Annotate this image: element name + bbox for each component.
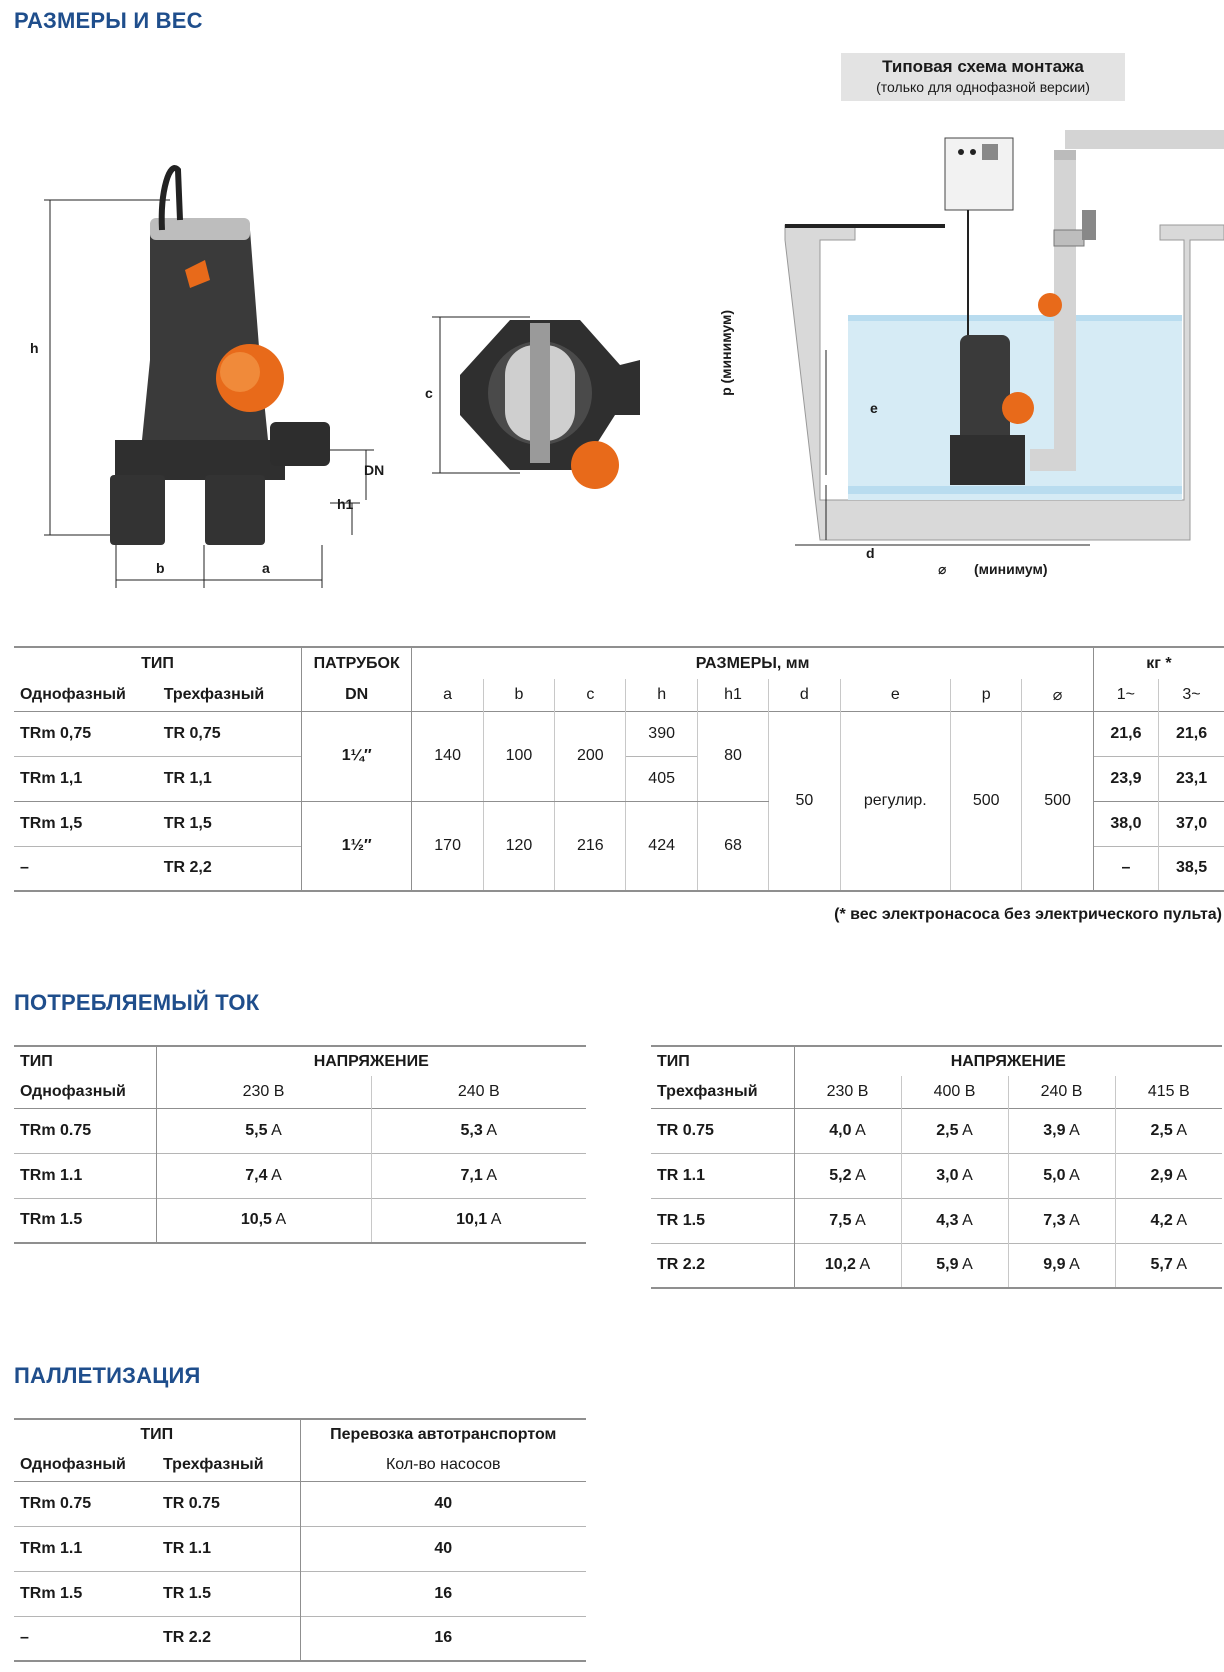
cell-name: TR 1.5 [657,1211,706,1229]
th-qty: Кол-во насосов [300,1449,586,1481]
label-dn: DN [364,462,385,478]
cell-unit: A [962,1211,973,1229]
cell-value: 5,3 [460,1121,483,1139]
table-row [14,1153,586,1198]
cell-single: TRm 1.1 [20,1539,83,1557]
cell-square: 500 [1022,711,1093,891]
cell-qty: 40 [300,1526,586,1571]
cell-value: 5,0 [1043,1166,1066,1184]
cell-unit: A [859,1256,871,1274]
th-voltage: НАПРЯЖЕНИЕ [156,1046,586,1076]
th-voltage: НАПРЯЖЕНИЕ [794,1046,1222,1076]
th-col-a: a [412,679,483,711]
th-v415: 415 В [1115,1076,1222,1108]
cell-value: 2,5 [1150,1121,1173,1139]
label-p-min: p (минимум) [718,310,734,396]
cell-value: 7,4 [245,1166,268,1184]
cell-value: 4,3 [936,1211,959,1229]
th-single: Однофазный [20,1082,126,1100]
cell-unit: A [962,1121,973,1139]
cell-three: TR 1,1 [163,769,212,787]
table-row [14,1616,586,1661]
cell-value: 4,0 [829,1121,852,1139]
cell-unit: A [962,1256,973,1274]
cell-e: регулир. [840,711,951,891]
cell-b: 120 [483,801,554,891]
cell-kg3: 37,0 [1159,801,1224,846]
cell-kg1: 38,0 [1093,801,1158,846]
install-scheme-drawing [760,130,1224,600]
cell-name: TRm 1.5 [20,1211,83,1229]
cell-value: 7,1 [460,1166,483,1184]
cell-unit: A [486,1121,497,1139]
th-type: ТИП [20,1052,53,1070]
table-row [14,1481,586,1526]
th-three: Трехфазный [163,1455,264,1473]
cell-d: 50 [769,711,840,891]
label-c: c [425,385,433,401]
th-type: ТИП [140,1425,174,1443]
cell-unit: A [1069,1211,1080,1229]
cell-h: 424 [626,801,697,891]
cell-c: 216 [555,801,626,891]
table-row [651,1198,1222,1243]
current-three-table [651,1045,1222,1289]
cell-value: 5,5 [245,1121,268,1139]
cell-unit: A [1176,1166,1187,1184]
current-single-table [14,1045,586,1244]
cell-qty: 40 [300,1481,586,1526]
cell-unit: A [962,1166,973,1184]
cell-unit: A [271,1121,282,1139]
cell-single: TRm 1,5 [20,814,83,832]
th-three: Трехфазный [657,1082,758,1100]
th-v230: 230 В [794,1076,901,1108]
dimensions-table [14,646,1224,892]
th-v240: 240 В [1008,1076,1115,1108]
cell-kg1: – [1093,846,1158,891]
cell-kg1: 21,6 [1093,711,1158,756]
cell-kg3: 38,5 [1159,846,1224,891]
weight-footnote: (* вес электронасоса без электрического пульта) [834,906,1222,923]
install-scheme-subtitle: (только для однофазной версии) [876,79,1090,95]
th-single: Однофазный [20,1455,126,1473]
table-row [651,1108,1222,1153]
table-row [651,1153,1222,1198]
cell-value: 5,2 [829,1166,852,1184]
cell-h1: 80 [697,711,768,801]
cell-kg1: 23,9 [1093,756,1158,801]
cell-a: 170 [412,801,483,891]
th-transport: Перевозка автотранспортом [300,1419,586,1449]
pallet-section-title: ПАЛЛЕТИЗАЦИЯ [14,1363,201,1388]
table-row [14,1108,586,1153]
cell-c: 200 [555,711,626,801]
label-square: ⌀ [938,561,947,577]
th-kg: кг * [1093,647,1224,679]
th-dn: DN [301,679,412,711]
cell-unit: A [1069,1166,1080,1184]
th-col-e: e [840,679,951,711]
th-col-c: c [555,679,626,711]
label-d: d [866,545,875,561]
cell-name: TR 2.2 [657,1256,706,1274]
cell-value: 7,3 [1043,1211,1066,1229]
cell-three: TR 0.75 [163,1494,220,1512]
cell-single: TRm 0.75 [20,1494,92,1512]
cell-value: 9,9 [1043,1256,1066,1274]
cell-unit: A [1069,1121,1080,1139]
cell-unit: A [855,1211,866,1229]
cell-unit: A [1069,1256,1080,1274]
label-a: a [262,560,270,576]
cell-value: 4,2 [1150,1211,1173,1229]
cell-single: TRm 1.5 [20,1584,83,1602]
th-col-square: ⌀ [1022,679,1093,711]
label-h1: h1 [337,496,354,512]
cell-name: TR 1.1 [657,1166,706,1184]
cell-dn: 1¼″ [301,711,412,801]
th-v400: 400 В [901,1076,1008,1108]
th-single: Однофазный [20,685,126,703]
cell-unit: A [1176,1121,1187,1139]
cell-unit: A [1176,1256,1187,1274]
th-col-h: h [626,679,697,711]
install-scheme-title: Типовая схема монтажа [882,57,1084,76]
cell-name: TRm 1.1 [20,1166,83,1184]
cell-name: TR 0.75 [657,1121,714,1139]
cell-value: 5,9 [936,1256,959,1274]
cell-unit: A [855,1121,866,1139]
cell-qty: 16 [300,1571,586,1616]
pallet-table [14,1418,586,1662]
th-col-b: b [483,679,554,711]
th-col-h1: h1 [697,679,768,711]
cell-p: 500 [951,711,1022,891]
cell-h: 390 [626,711,697,756]
label-b: b [156,560,165,576]
cell-three: TR 1.5 [163,1584,212,1602]
cell-value: 2,5 [936,1121,959,1139]
cell-three: TR 1.1 [163,1539,212,1557]
table-row [14,711,1224,756]
label-min: (минимум) [974,561,1048,577]
cell-single: – [20,1629,29,1647]
table-row [651,1243,1222,1288]
cell-value: 10,1 [456,1211,488,1229]
cell-three: TR 1,5 [163,814,212,832]
cell-three: TR 2.2 [163,1629,212,1647]
cell-value: 3,9 [1043,1121,1066,1139]
cell-kg3: 21,6 [1159,711,1224,756]
cell-b: 100 [483,711,554,801]
table-row [14,1571,586,1616]
cell-unit: A [271,1166,282,1184]
pump-top-view-drawing [420,305,680,515]
cell-name: TRm 0.75 [20,1121,92,1139]
table-row [14,1526,586,1571]
th-dims: РАЗМЕРЫ, мм [412,647,1093,679]
th-v240: 240 В [371,1076,586,1108]
th-three: Трехфазный [163,685,265,703]
cell-unit: A [490,1211,502,1229]
current-section-title: ПОТРЕБЛЯЕМЫЙ ТОК [14,990,260,1015]
th-v230: 230 В [156,1076,371,1108]
th-port: ПАТРУБОК [301,647,412,679]
install-scheme-callout [841,53,1125,101]
cell-unit: A [486,1166,497,1184]
label-e: e [870,400,878,416]
th-type: ТИП [657,1052,690,1070]
cell-qty: 16 [300,1616,586,1661]
cell-single: TRm 0,75 [20,724,92,742]
pump-side-view-drawing [30,160,380,590]
cell-three: TR 0,75 [163,724,221,742]
cell-value: 7,5 [829,1211,852,1229]
th-col-d: d [769,679,840,711]
cell-three: TR 2,2 [163,859,212,877]
cell-value: 5,7 [1150,1256,1173,1274]
cell-a: 140 [412,711,483,801]
label-h: h [30,340,39,356]
th-kg1: 1~ [1093,679,1158,711]
cell-unit: A [855,1166,866,1184]
cell-value: 10,2 [824,1256,856,1274]
cell-value: 10,5 [240,1211,272,1229]
cell-value: 2,9 [1150,1166,1173,1184]
cell-h1: 68 [697,801,768,891]
th-kg3: 3~ [1159,679,1224,711]
table-row [14,1198,586,1243]
dimensions-section-title: РАЗМЕРЫ И ВЕС [14,8,203,33]
cell-value: 3,0 [936,1166,959,1184]
th-type: ТИП [141,654,174,672]
cell-single: – [20,859,29,877]
cell-kg3: 23,1 [1159,756,1224,801]
cell-single: TRm 1,1 [20,769,83,787]
cell-h: 405 [626,756,697,801]
th-col-p: p [951,679,1022,711]
cell-dn: 1½″ [301,801,412,891]
cell-unit: A [275,1211,287,1229]
cell-unit: A [1176,1211,1187,1229]
